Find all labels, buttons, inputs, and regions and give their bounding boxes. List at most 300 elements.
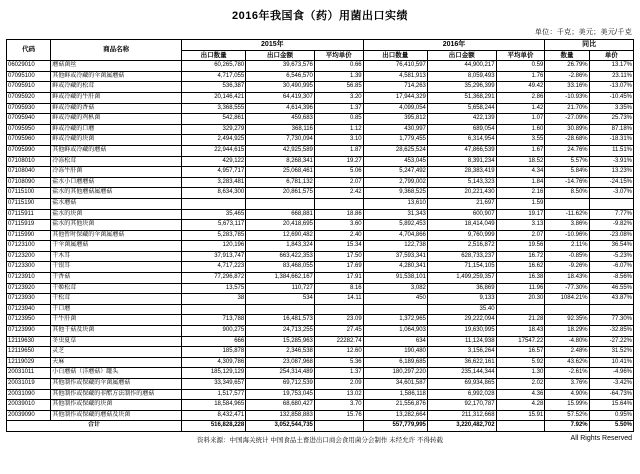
table-row — [7, 230, 634, 241]
cell-value: 666 — [181, 336, 245, 347]
cell-value: 4,309,786 — [181, 357, 245, 368]
cell-value: 11.96 — [496, 283, 545, 294]
cell-value: 185,878 — [181, 347, 245, 358]
cell-code: 07123950 — [7, 315, 51, 326]
cell-product-name: 灵芝 — [51, 347, 182, 358]
cell-value: 663,422,353 — [246, 251, 315, 262]
cell-value: 16.72 — [496, 251, 545, 262]
cell-value: 18.43 — [496, 326, 545, 337]
cell-value: 4,099,054 — [363, 103, 427, 114]
cell-value: 13,282,664 — [363, 410, 427, 421]
cell-product-name: 盐水的其他蘑菇属蘑菇 — [51, 188, 182, 199]
cell-product-name: 鲜或冷藏的鸡枞菌 — [51, 114, 182, 125]
cell-value: 21,556,876 — [363, 400, 427, 411]
table-row — [7, 410, 634, 421]
cell-value: 31,343 — [363, 209, 427, 220]
cell-value: 18.43% — [545, 273, 589, 284]
cell-code: 20039090 — [7, 410, 51, 421]
cell-product-name: 鲜或冷藏的块菌 — [51, 135, 182, 146]
table-row — [7, 336, 634, 347]
cell-value: 1084.21% — [545, 294, 589, 305]
cell-value — [545, 304, 589, 315]
cell-value — [314, 198, 363, 209]
cell-value: 19,753,045 — [246, 389, 315, 400]
cell-value: 714,263 — [363, 82, 427, 93]
cell-value: 1,843,324 — [246, 241, 315, 252]
footer — [6, 435, 634, 447]
cell-value: 24,713,255 — [246, 326, 315, 337]
table-row — [7, 400, 634, 411]
cell-code: 07123940 — [7, 304, 51, 315]
cell-value: 3.20 — [314, 92, 363, 103]
cell-value: 1,384,662,167 — [246, 273, 315, 284]
cell-product-name: 冷冻牛肝菌 — [51, 167, 182, 178]
cell-value: 0.95% — [589, 410, 633, 421]
table-row — [7, 124, 634, 135]
cell-value: -4.80% — [545, 336, 589, 347]
cell-value: 13,575 — [181, 283, 245, 294]
cell-product-name: 干伞菌属蘑菇 — [51, 241, 182, 252]
cell-value: 2.11% — [545, 241, 589, 252]
cell-value — [314, 304, 363, 315]
cell-value: 17,944,329 — [363, 92, 427, 103]
table-total-row — [7, 421, 634, 432]
cell-value: 2.42 — [314, 188, 363, 199]
cell-value: 7.77% — [589, 209, 633, 220]
cell-value: 16.62 — [496, 262, 545, 273]
cell-value: 2,494,925 — [181, 135, 245, 146]
cell-code: 07095930 — [7, 103, 51, 114]
cell-value: 35,465 — [181, 209, 245, 220]
cell-total-value: 557,779,995 — [363, 421, 427, 432]
cell-value: 11,124,938 — [427, 336, 496, 347]
cell-value: 900,275 — [181, 326, 245, 337]
cell-product-name: 鲜或冷藏的牛肝菌 — [51, 92, 182, 103]
cell-value: 254,314,489 — [246, 368, 315, 379]
cell-product-name: 其他鲜或冷藏的伞菌属蘑菇 — [51, 71, 182, 82]
cell-code: 07123990 — [7, 326, 51, 337]
cell-value: 21,697 — [427, 198, 496, 209]
cell-value: 9,368,525 — [363, 188, 427, 199]
cell-value: 4.36 — [496, 389, 545, 400]
cell-value: 3.76% — [545, 379, 589, 390]
cell-code: 07123930 — [7, 294, 51, 305]
cell-product-name: 其他鲜或冷藏的蘑菇 — [51, 145, 182, 156]
cell-value: 27.45 — [314, 326, 363, 337]
cell-value: -32.85% — [589, 326, 633, 337]
cell-value: 87.18% — [589, 124, 633, 135]
cell-value: 430,997 — [363, 124, 427, 135]
cell-value: 20,221,430 — [427, 188, 496, 199]
cell-value: 34,601,587 — [363, 379, 427, 390]
cell-value: 2.09 — [314, 379, 363, 390]
cell-value: 4,614,396 — [246, 103, 315, 114]
cell-value: 6,992,028 — [427, 389, 496, 400]
cell-value: 450 — [363, 294, 427, 305]
cell-value: 180,297,220 — [363, 368, 427, 379]
cell-value: 1.30 — [496, 368, 545, 379]
cell-value: 15,285,963 — [246, 336, 315, 347]
cell-value: 12.60 — [314, 347, 363, 358]
table-row — [7, 114, 634, 125]
cell-value: 10.41% — [589, 357, 633, 368]
cell-value: 30.89% — [545, 124, 589, 135]
cell-code: 07123200 — [7, 251, 51, 262]
cell-product-name: 冬虫夏草 — [51, 336, 182, 347]
cell-value: 4,280,341 — [363, 262, 427, 273]
cell-value: 15.91 — [496, 410, 545, 421]
cell-total-label: 合计 — [7, 421, 182, 432]
cell-value: 7,730,094 — [246, 135, 315, 146]
cell-product-name: 干香菇 — [51, 273, 182, 284]
cell-value: 6,781,132 — [246, 177, 315, 188]
cell-code: 07095990 — [7, 145, 51, 156]
cell-total-value: 3,052,544,735 — [246, 421, 315, 432]
cell-code: 07095920 — [7, 92, 51, 103]
cell-value: -24.15% — [589, 177, 633, 188]
cell-value: 35,296,399 — [427, 82, 496, 93]
cell-value: 69,712,539 — [246, 379, 315, 390]
cell-value: 534 — [246, 294, 315, 305]
col-header-yoy-qty: 数量 — [545, 50, 589, 61]
cell-value: 36,622,161 — [427, 357, 496, 368]
cell-code: 07123910 — [7, 273, 51, 284]
table-row — [7, 357, 634, 368]
cell-code: 07095940 — [7, 114, 51, 125]
export-statistics-table — [6, 39, 634, 432]
table-row — [7, 103, 634, 114]
cell-value: 20,146,421 — [181, 92, 245, 103]
cell-value: 1,779,455 — [363, 135, 427, 146]
cell-value: 429,122 — [181, 156, 245, 167]
cell-value: 30,490,995 — [246, 82, 315, 93]
cell-product-name: 干牛肝菌 — [51, 315, 182, 326]
table-row — [7, 273, 634, 284]
group-header-2016: 2016年 — [363, 40, 545, 51]
cell-value: 12,690,482 — [246, 230, 315, 241]
cell-code: 20031090 — [7, 389, 51, 400]
cell-product-name: 盐水的块菌 — [51, 209, 182, 220]
cell-value: -5.23% — [589, 251, 633, 262]
cell-value: 18,584,965 — [181, 400, 245, 411]
cell-value — [363, 304, 427, 315]
cell-value: 21.70% — [545, 103, 589, 114]
cell-value: 4.90% — [545, 389, 589, 400]
col-header-qty-2016: 出口数量 — [363, 50, 427, 61]
cell-value: 22282.74 — [314, 336, 363, 347]
cell-value: 8.16 — [314, 283, 363, 294]
cell-value: 47,866,539 — [427, 145, 496, 156]
cell-value: 14.11 — [314, 294, 363, 305]
cell-value: 43.87% — [589, 294, 633, 305]
cell-code: 06029010 — [7, 61, 51, 72]
cell-value: -23.08% — [589, 230, 633, 241]
cell-value: 1.60 — [496, 124, 545, 135]
cell-value: 5,283,785 — [181, 230, 245, 241]
cell-value: 1,586,118 — [363, 389, 427, 400]
cell-product-name: 鲜或冷藏的香菇 — [51, 103, 182, 114]
cell-code: 07095950 — [7, 124, 51, 135]
cell-value: 15.99% — [545, 400, 589, 411]
cell-value: 1.87 — [314, 145, 363, 156]
cell-code: 07108040 — [7, 167, 51, 178]
cell-product-name: 鲜或冷藏的松茸 — [51, 82, 182, 93]
cell-value: 2.07 — [496, 230, 545, 241]
table-row — [7, 167, 634, 178]
cell-value: 2.40 — [314, 230, 363, 241]
cell-value: 4.28 — [496, 400, 545, 411]
cell-value: -3.07% — [589, 188, 633, 199]
cell-value: 28,383,419 — [427, 167, 496, 178]
cell-value: 600,907 — [427, 209, 496, 220]
cell-total-value: 516,828,228 — [181, 421, 245, 432]
cell-value: 536,387 — [181, 82, 245, 93]
cell-value: 44,900,217 — [427, 61, 496, 72]
cell-value: 68,680,427 — [246, 400, 315, 411]
group-header-2015: 2015年 — [181, 40, 363, 51]
cell-value: 2.48% — [545, 347, 589, 358]
cell-value: 3,156,264 — [427, 347, 496, 358]
cell-code: 07108010 — [7, 156, 51, 167]
cell-value: 2.16 — [496, 188, 545, 199]
cell-product-name: 天麻 — [51, 357, 182, 368]
cell-code: 07095100 — [7, 71, 51, 82]
cell-product-name: 小白蘑菇（洋蘑菇）罐头 — [51, 368, 182, 379]
cell-value — [181, 304, 245, 315]
cell-value: -6.07% — [589, 262, 633, 273]
cell-value: 5,247,492 — [363, 167, 427, 178]
cell-value: 4,581,913 — [363, 71, 427, 82]
cell-value: 459,683 — [246, 114, 315, 125]
col-header-avgprice-2015: 平均单价 — [314, 50, 363, 61]
cell-value: 22,944,615 — [181, 145, 245, 156]
cell-value: 38 — [181, 294, 245, 305]
cell-product-name: 其他制作或保藏的蘑菇及块菌 — [51, 410, 182, 421]
cell-value — [246, 198, 315, 209]
cell-value: 0.66 — [314, 61, 363, 72]
cell-value: 3,283,481 — [181, 177, 245, 188]
cell-value: 542,861 — [181, 114, 245, 125]
cell-product-name: 干木耳 — [51, 251, 182, 262]
cell-value: 18.29% — [545, 326, 589, 337]
cell-value: 5.84% — [545, 167, 589, 178]
rights-note: All Rights Reserved — [570, 434, 632, 442]
col-header-amount-2016: 出口金额 — [427, 50, 496, 61]
cell-value: 18.52 — [496, 156, 545, 167]
table-row — [7, 145, 634, 156]
table-row — [7, 283, 634, 294]
table-row — [7, 262, 634, 273]
cell-value: 33.16% — [545, 82, 589, 93]
cell-product-name: 干姬松茸 — [51, 283, 182, 294]
table-row — [7, 220, 634, 231]
cell-value: 20.30 — [496, 294, 545, 305]
cell-code: 07115990 — [7, 230, 51, 241]
cell-value: 8,059,493 — [427, 71, 496, 82]
cell-value: 5.36 — [314, 357, 363, 368]
cell-value: 19.56 — [496, 241, 545, 252]
cell-value: -9.26% — [545, 262, 589, 273]
cell-value: 2,346,538 — [246, 347, 315, 358]
cell-value: 368,116 — [246, 124, 315, 135]
cell-code: 07123300 — [7, 262, 51, 273]
cell-product-name: 盐水的其他块菌 — [51, 220, 182, 231]
cell-value: 5.92 — [496, 357, 545, 368]
cell-value: 4,717,223 — [181, 262, 245, 273]
cell-value: 2.86 — [496, 92, 545, 103]
cell-value: 132,858,883 — [246, 410, 315, 421]
cell-value: -13.07% — [589, 82, 633, 93]
cell-code: 07095960 — [7, 135, 51, 146]
cell-value: 20,861,575 — [246, 188, 315, 199]
table-row — [7, 326, 634, 337]
cell-value: 5.06 — [314, 167, 363, 178]
cell-value: 37,593,341 — [363, 251, 427, 262]
cell-product-name: 干口蘑 — [51, 304, 182, 315]
cell-value: 1,499,259,357 — [427, 273, 496, 284]
table-row — [7, 61, 634, 72]
cell-value: 56.85 — [314, 82, 363, 93]
cell-value: 2,516,872 — [427, 241, 496, 252]
cell-value: 77.30% — [589, 315, 633, 326]
cell-value: -28.68% — [545, 135, 589, 146]
cell-value: 35.40 — [427, 304, 496, 315]
table-row — [7, 304, 634, 315]
cell-value: 634 — [363, 336, 427, 347]
cell-value: 6,546,570 — [246, 71, 315, 82]
cell-value: 42,925,589 — [246, 145, 315, 156]
cell-value: 1.07 — [496, 114, 545, 125]
cell-value: 4,704,866 — [363, 230, 427, 241]
cell-value: 43.62% — [545, 357, 589, 368]
cell-value: 8,391,234 — [427, 156, 496, 167]
cell-value: 1.84 — [496, 177, 545, 188]
table-row — [7, 368, 634, 379]
cell-value: 1.42 — [496, 103, 545, 114]
cell-value: 4.34 — [496, 167, 545, 178]
cell-value: 1,064,903 — [363, 326, 427, 337]
cell-value: 24.76% — [545, 145, 589, 156]
cell-value: 5.57% — [545, 156, 589, 167]
cell-value: 92,170,787 — [427, 400, 496, 411]
cell-value: 713,788 — [181, 315, 245, 326]
cell-value: 49.42 — [496, 82, 545, 93]
cell-value: 190,480 — [363, 347, 427, 358]
cell-value: 8,432,471 — [181, 410, 245, 421]
cell-value: -10.96% — [545, 230, 589, 241]
cell-value: 3.10 — [314, 135, 363, 146]
table-row — [7, 92, 634, 103]
cell-code: 20031019 — [7, 379, 51, 390]
cell-value — [589, 304, 633, 315]
cell-value: 395,812 — [363, 114, 427, 125]
cell-value: 9,760,999 — [427, 230, 496, 241]
cell-value: 92.35% — [545, 315, 589, 326]
cell-value: 18,414,049 — [427, 220, 496, 231]
table-row — [7, 82, 634, 93]
cell-value: 16,481,573 — [246, 315, 315, 326]
col-header-code: 代码 — [7, 40, 51, 61]
cell-value: 122,738 — [363, 241, 427, 252]
cell-value: 91,538,101 — [363, 273, 427, 284]
cell-value — [496, 304, 545, 315]
cell-product-name: 盐水蘑菇 — [51, 198, 182, 209]
cell-value: 235,144,344 — [427, 368, 496, 379]
cell-value: 3.55 — [496, 135, 545, 146]
cell-value: 5,892,453 — [363, 220, 427, 231]
cell-value: 628,733,237 — [427, 251, 496, 262]
cell-code: 20031011 — [7, 368, 51, 379]
table-row — [7, 188, 634, 199]
cell-value: 76,410,597 — [363, 61, 427, 72]
table-row — [7, 156, 634, 167]
cell-value: 3.60 — [314, 220, 363, 231]
cell-value: -64.73% — [589, 389, 633, 400]
cell-value — [246, 304, 315, 315]
col-header-product-name: 商品名称 — [51, 40, 182, 61]
col-header-avgprice-2016: 平均单价 — [496, 50, 545, 61]
cell-value: 5,673,117 — [181, 220, 245, 231]
cell-value: -18.31% — [589, 135, 633, 146]
cell-total-value — [496, 421, 545, 432]
cell-value: 13,610 — [363, 198, 427, 209]
cell-value: -77.30% — [545, 283, 589, 294]
cell-code: 07123100 — [7, 241, 51, 252]
cell-value: 8.50% — [545, 188, 589, 199]
cell-total-value: 3,220,482,702 — [427, 421, 496, 432]
cell-value: 185,129,129 — [181, 368, 245, 379]
cell-value: 5,658,244 — [427, 103, 496, 114]
cell-value: 83,468,055 — [246, 262, 315, 273]
cell-value: -2.86% — [545, 71, 589, 82]
cell-value: 4,717,055 — [181, 71, 245, 82]
cell-value: 39,673,576 — [246, 61, 315, 72]
cell-code: 07115919 — [7, 220, 51, 231]
cell-value: 1,517,577 — [181, 389, 245, 400]
cell-product-name: 蘑菇菌丝 — [51, 61, 182, 72]
cell-value: -3.42% — [589, 379, 633, 390]
col-header-amount-2015: 出口金额 — [246, 50, 315, 61]
cell-value: 28,625,524 — [363, 145, 427, 156]
cell-value: 60,265,780 — [181, 61, 245, 72]
cell-value: 13.23% — [589, 167, 633, 178]
cell-product-name: 干银耳 — [51, 262, 182, 273]
cell-value: 23.11% — [589, 71, 633, 82]
cell-value: 3.86% — [545, 220, 589, 231]
cell-value: 8,634,300 — [181, 188, 245, 199]
cell-value: 6,189,685 — [363, 357, 427, 368]
table-row — [7, 177, 634, 188]
cell-value: 1,372,965 — [363, 315, 427, 326]
cell-value: 25,068,461 — [246, 167, 315, 178]
cell-value: 19.27 — [314, 156, 363, 167]
group-header-yoy: 同比 — [545, 40, 634, 51]
cell-code: 07115911 — [7, 209, 51, 220]
cell-value: 668,881 — [246, 209, 315, 220]
cell-code: 12119029 — [7, 357, 51, 368]
cell-value: 57.52% — [545, 410, 589, 421]
cell-value: 2.02 — [496, 379, 545, 390]
cell-value: 5,143,323 — [427, 177, 496, 188]
table-row — [7, 198, 634, 209]
cell-value: -27.09% — [545, 114, 589, 125]
cell-product-name: 其他干菇及块菌 — [51, 326, 182, 337]
cell-value: 0.59 — [496, 61, 545, 72]
cell-value: 71,154,105 — [427, 262, 496, 273]
table-row — [7, 347, 634, 358]
unit-note: 单位：千克；美元；美元/千克 — [534, 29, 632, 36]
cell-value: 329,279 — [181, 124, 245, 135]
